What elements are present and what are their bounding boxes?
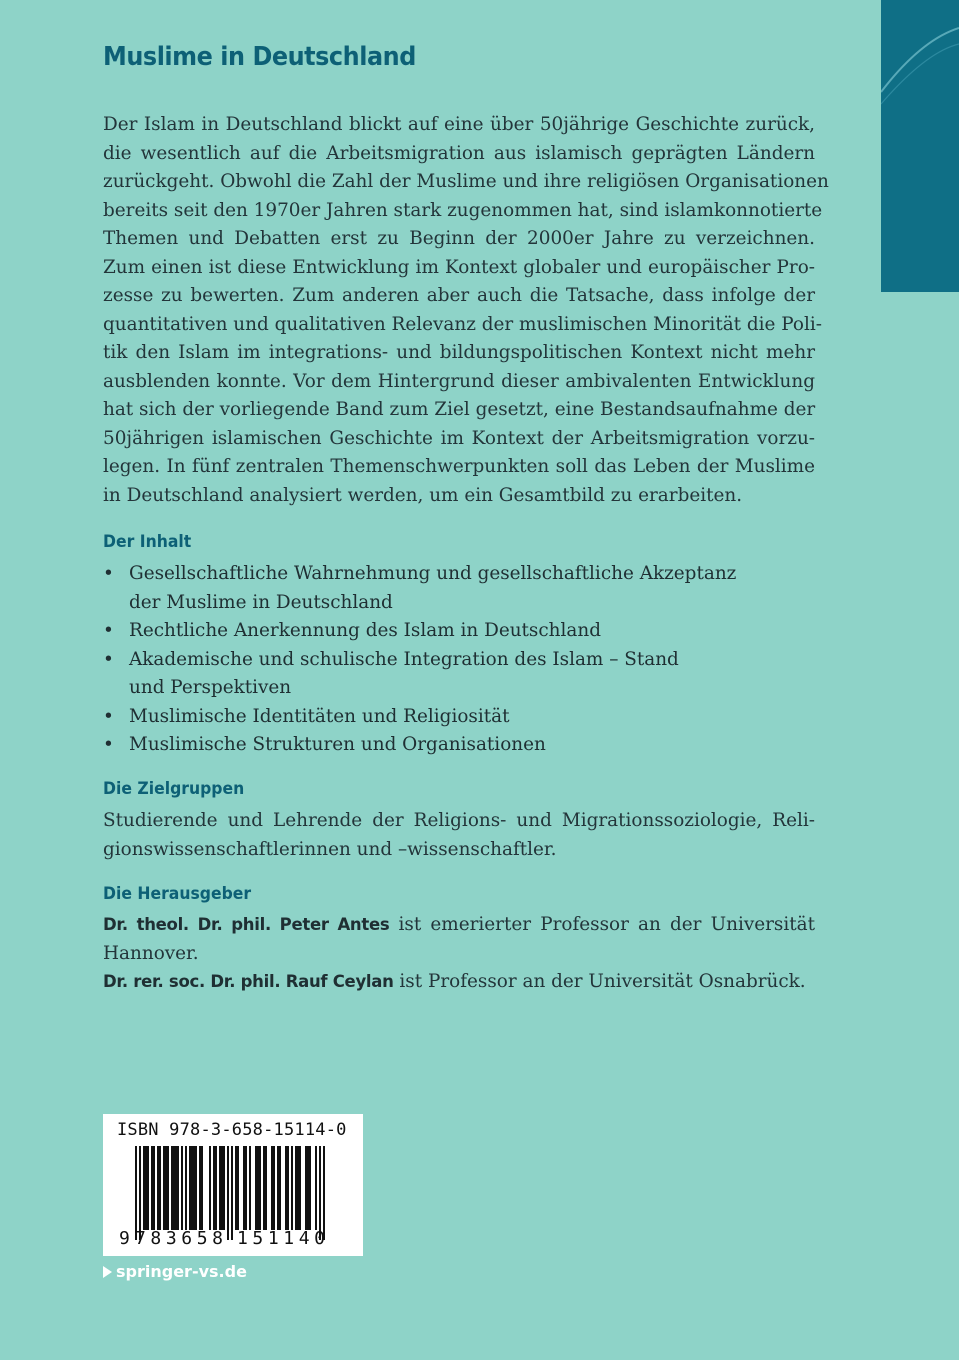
audience-paragraph <box>103 807 815 864</box>
barcode-bar <box>219 1146 225 1230</box>
intro-line: bereits seit den 1970er Jahren stark zugenommen hat, sind islamkonnotierte <box>103 199 823 221</box>
intro-line: ausblenden konnte. Vor dem Hintergrund dieser ambivalenten Entwicklung <box>103 370 815 392</box>
barcode-bar <box>243 1146 247 1230</box>
intro-line: quantitativen und qualitativen Relevanz der muslimischen Minorität die Poli- <box>103 313 822 335</box>
barcode-bar <box>263 1146 267 1230</box>
barcode-bar <box>235 1146 239 1230</box>
contents-item-line: Muslimische Identitäten und Religiosität <box>129 705 510 727</box>
bullet-icon: • <box>103 648 114 670</box>
barcode-bar <box>291 1146 293 1230</box>
intro-line: in Deutschland analysiert werden, um ein Gesamtbild zu erarbeiten. <box>103 484 743 506</box>
swoosh-decoration <box>881 0 959 292</box>
barcode-bar <box>199 1146 203 1230</box>
audience-heading: Die Zielgruppen <box>103 779 245 799</box>
barcode-bar <box>157 1146 161 1230</box>
editor1-line <box>103 911 815 940</box>
barcode-bar <box>271 1146 275 1230</box>
barcode-bar <box>209 1146 211 1230</box>
editors-heading: Die Herausgeber <box>103 884 252 904</box>
barcode-bar <box>151 1146 155 1230</box>
barcode-right-group: 151140 <box>237 1228 330 1249</box>
contents-item-line: und Perspektiven <box>129 677 292 698</box>
contents-list <box>103 560 815 760</box>
barcode-bar <box>139 1146 141 1240</box>
contents-item-line: Muslimische Strukturen und Organisationen <box>129 734 546 755</box>
barcode-bar <box>323 1146 325 1240</box>
intro-line: legen. In fünf zentralen Themenschwerpunkten soll das Leben der Muslime <box>103 456 815 477</box>
book-title: Muslime in Deutschland <box>103 42 416 72</box>
intro-line: Themen und Debatten erst zu Beginn der 2000er Jahre zu verzeichnen. <box>103 228 815 249</box>
barcode-bar <box>181 1146 183 1230</box>
bullet-icon: • <box>103 734 114 755</box>
barcode-bar <box>185 1146 187 1230</box>
isbn-label: ISBN 978-3-658-15114-0 <box>117 1120 347 1140</box>
intro-line: zesse zu bewerten. Zum anderen aber auch die Tatsache, dass infolge der <box>103 285 815 306</box>
editor1-description: ist emerierter Professor an der Universität <box>398 914 815 935</box>
contents-item <box>103 731 815 760</box>
barcode-bar <box>315 1146 317 1230</box>
editor1-name: Dr. theol. Dr. phil. Peter Antes <box>103 915 390 934</box>
contents-item-line: der Muslime in Deutschland <box>129 591 393 613</box>
intro-line: Zum einen ist diese Entwicklung im Kontext globaler und europäischer Pro- <box>103 256 815 278</box>
publisher-website[interactable] <box>103 1262 247 1281</box>
contents-item <box>103 560 815 617</box>
barcode-bar <box>277 1146 281 1230</box>
barcode-bar <box>305 1146 311 1230</box>
arrow-right-icon <box>103 1266 112 1278</box>
barcode-bar <box>231 1146 233 1240</box>
intro-line: 50jährigen islamischen Geschichte im Kontext der Arbeitsmigration vorzu- <box>103 427 815 449</box>
intro-line: zurückgeht. Obwohl die Zahl der Muslime und ihre religiösen Organisationen <box>103 171 829 192</box>
barcode-bar <box>249 1146 251 1230</box>
barcode-bar <box>143 1146 149 1230</box>
intro-line: hat sich der vorliegende Band zum Ziel gesetzt, eine Bestandsaufnahme der <box>103 399 816 420</box>
contents-item <box>103 617 815 646</box>
barcode-bar <box>135 1146 137 1240</box>
editor2-description: ist Professor an der Universität Osnabrück. <box>399 971 806 992</box>
contents-item <box>103 703 815 732</box>
barcode-first-digit: 9 <box>119 1228 130 1249</box>
barcode-bar <box>285 1146 289 1230</box>
audience-line: gionswissenschaftlerinnen und –wissenschaftler. <box>103 838 557 860</box>
barcode-bar <box>189 1146 197 1230</box>
contents-item-line: Akademische und schulische Integration des Islam – Stand <box>129 648 679 670</box>
intro-paragraph <box>103 111 829 510</box>
barcode-bar <box>255 1146 261 1230</box>
bullet-icon: • <box>103 620 114 641</box>
cover-tab-decoration <box>881 0 959 292</box>
website-label: springer-vs.de <box>116 1262 247 1281</box>
barcode-bar <box>227 1146 229 1240</box>
contents-item <box>103 646 815 703</box>
isbn-barcode <box>103 1114 363 1256</box>
barcode-bar <box>163 1146 169 1230</box>
barcode-bar <box>213 1146 217 1230</box>
editor2-name: Dr. rer. soc. Dr. phil. Rauf Ceylan <box>103 972 394 991</box>
contents-heading: Der Inhalt <box>103 532 192 552</box>
intro-line: Der Islam in Deutschland blickt auf eine über 50jährige Geschichte zurück, <box>103 114 815 135</box>
bullet-icon: • <box>103 705 114 727</box>
barcode-bar <box>295 1146 301 1230</box>
editor2-line <box>103 968 815 997</box>
barcode-bar <box>171 1146 179 1230</box>
intro-line: die wesentlich auf die Arbeitsmigration aus islamisch geprägten Ländern <box>103 142 815 164</box>
audience-line: Studierende und Lehrende der Religions- und Migrationssoziologie, Reli- <box>103 810 815 831</box>
contents-item-line: Rechtliche Anerkennung des Islam in Deutschland <box>129 620 601 641</box>
editors-paragraph <box>103 911 815 997</box>
barcode-left-group: 783658 <box>135 1228 228 1249</box>
contents-item-line: Gesellschaftliche Wahrnehmung und gesellschaftliche Akzeptanz <box>129 563 737 584</box>
bullet-icon: • <box>103 563 114 584</box>
intro-line: tik den Islam im integrations- und bildungspolitischen Kontext nicht mehr <box>103 342 815 363</box>
editor1-line-2: Hannover. <box>103 942 199 964</box>
barcode-bar <box>319 1146 321 1240</box>
